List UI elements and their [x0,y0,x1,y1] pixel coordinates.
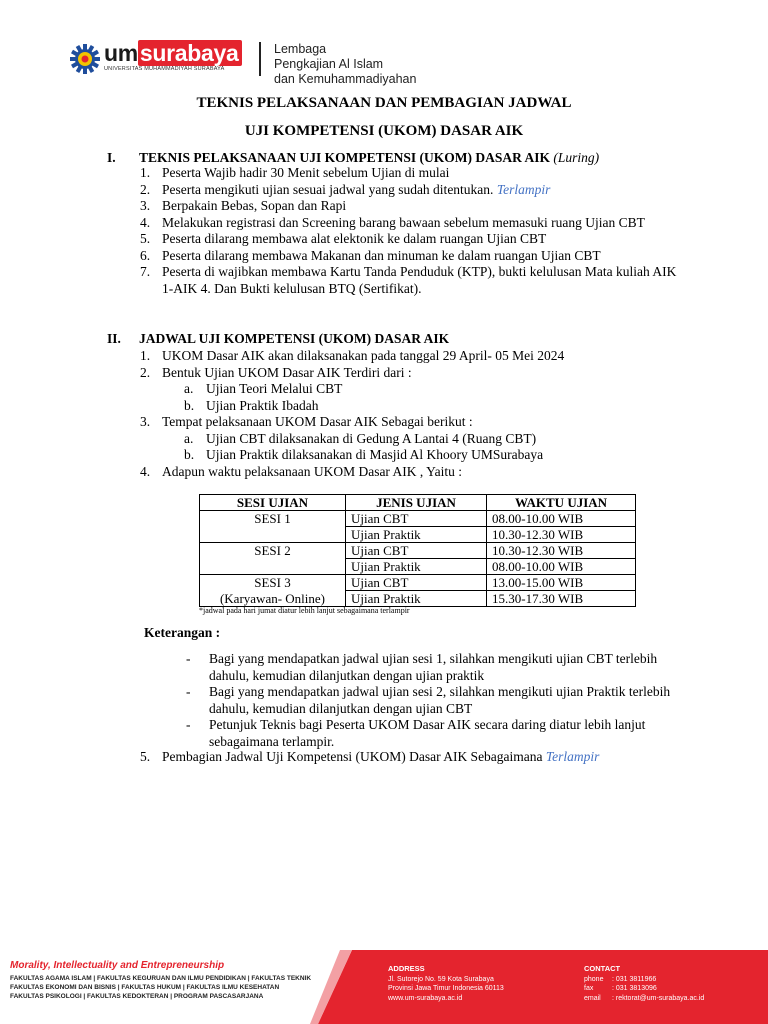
contact-email[interactable]: email : rektorat@um-surabaya.ac.id [584,994,705,1002]
document-title: TEKNIS PELAKSANAAN DAN PEMBAGIAN JADWAL [196,95,572,111]
list-item: 7. Peserta di wajibkan membawa Kartu Tanda Penduduk (KTP), bukti kelulusan Mata kuliah AIK 1-AIK 4. Dan Bukti kelulusan BTQ (Sertifikat). [140,264,677,296]
column-header: WAKTU UJIAN [487,495,636,511]
table-cell: Ujian Praktik [346,591,487,607]
list-item: 1. Peserta Wajib hadir 30 Menit sebelum Ujian di mulai [140,165,450,180]
list-item: 5. Peserta dilarang membawa alat elektonik ke dalam ruangan Ujian CBT [140,231,547,246]
university-emblem-icon [70,44,100,74]
sub-item: a. Ujian CBT dilaksanakan di Gedung A Lantai 4 (Ruang CBT) [184,430,537,446]
sub-item: a. Ujian Teori Melalui CBT [184,381,343,396]
website-link[interactable]: www.um-surabaya.ac.id [388,994,463,1002]
list-item: 3. Tempat pelaksanaan UKOM Dasar AIK Sebagai berikut : a. Ujian CBT dilaksanakan di Gedung A Lantai 4 (Ruang CBT) b. Ujian Praktik dilaksanakan di Masjid Al Khoory UMSurabaya [140,414,680,464]
table-row [200,591,636,607]
list-item: - Bagi yang mendapatkan jadwal ujian sesi 2, silahkan mengikuti ujian Praktik terlebih dahulu, kemudian dilanjutkan dengan ujian CBT [186,684,671,716]
table-row [200,527,636,543]
column-header: SESI UJIAN [200,495,346,511]
address-label: ADDRESS [388,964,425,973]
table-row [200,511,636,527]
footer-address [388,964,504,1003]
brand-subtitle: UNIVERSITAS MUHAMMADIYAH SURABAYA [104,66,225,72]
contact-fax: fax : 031 3813096 [584,985,657,992]
contact-label: CONTACT [584,964,621,973]
faculty-line: FAKULTAS PSIKOLOGI | FAKULTAS KEDOKTERAN | PROGRAM PASCASARJANA [10,993,264,1000]
footer-left [10,960,330,1001]
institution-line: Lembaga [274,42,327,56]
contact-phone: phone : 031 3811966 [584,975,657,983]
brand-surabaya: surabaya [138,40,242,66]
faculty-line: FAKULTAS AGAMA ISLAM | FAKULTAS KEGURUAN DAN ILMU PENDIDIKAN | FAKULTAS TEKNIK [10,975,312,982]
page-footer [0,950,768,1024]
table-cell: Ujian CBT [346,575,487,591]
address-line: Jl. Sutorejo No. 59 Kota Surabaya [388,975,494,983]
list-item: 4. Melakukan registrasi dan Screening barang bawaan sebelum memasuki ruang Ujian CBT [140,214,645,230]
section-2-list [140,348,680,480]
table-row [200,559,636,575]
address-line: Provinsi Jawa Timur Indonesia 60113 [388,985,504,992]
list-item: 2. Peserta mengikuti ujian sesuai jadwal yang sudah ditentukan. Terlampir [140,181,551,197]
table-cell: 08.00-10.00 WIB [487,511,636,527]
section-title: TEKNIS PELAKSANAAN UJI KOMPETENSI (UKOM) DASAR AIK [139,150,551,165]
brand-um: um [104,40,138,66]
list-item: - Petunjuk Teknis bagi Peserta UKOM Dasar AIK secara daring diatur lebih lanjut sebagaimana terlampir. [186,717,646,749]
list-item: - Bagi yang mendapatkan jadwal ujian sesi 1, silahkan mengikuti ujian CBT terlebih dahulu, kemudian dilanjutkan dengan ujian praktik [186,651,658,683]
table-header-row [200,495,636,511]
table-cell: 08.00-10.00 WIB [487,559,636,575]
terlampir-link[interactable]: Terlampir [545,749,600,764]
table-row [200,575,636,591]
footer-contact [584,964,704,1003]
section-note: (Luring) [553,150,600,165]
list-item: 4. Adapun waktu pelaksanaan UKOM Dasar AIK , Yaitu : [140,463,462,479]
section-number: I. [107,150,116,165]
table-cell: Ujian CBT [346,511,487,527]
faculty-line: FAKULTAS EKONOMI DAN BISNIS | FAKULTAS HUKUM | FAKULTAS ILMU KESEHATAN [10,984,280,991]
university-logo [104,41,242,72]
list-item: 1. UKOM Dasar AIK akan dilaksanakan pada tanggal 29 April- 05 Mei 2024 [140,348,565,363]
table-cell: 10.30-12.30 WIB [487,543,636,559]
footer-faculties [10,974,330,1001]
table-cell: 13.00-15.00 WIB [487,575,636,591]
table-cell: Ujian CBT [346,543,487,559]
schedule-table [199,494,636,607]
table-cell: SESI 3 [200,575,346,591]
sub-list [184,431,680,464]
document-subtitle: UJI KOMPETENSI (UKOM) DASAR AIK [244,123,524,139]
keterangan-list [183,651,683,750]
section-number: II. [107,331,121,346]
list-item: 2. Bentuk Ujian UKOM Dasar AIK Terdiri dari : a. Ujian Teori Melalui CBT b. Ujian Praktik Ibadah [140,365,680,415]
sub-item: b. Ujian Praktik dilaksanakan di Masjid Al Khoory UMSurabaya [184,447,544,462]
section-2-list-continued [140,749,700,766]
table-cell: 15.30-17.30 WIB [487,591,636,607]
institution-line: Pengkajian Al Islam [274,57,384,71]
table-cell: Ujian Praktik [346,527,487,543]
column-header: JENIS UJIAN [346,495,487,511]
keterangan-heading: Keterangan : [144,625,221,640]
institution-name [274,42,416,87]
list-item: 5. Pembagian Jadwal Uji Kompetensi (UKOM) Dasar AIK Sebagaimana Terlampir [140,749,600,764]
section-1-list [140,165,680,297]
list-item: 3. Berpakain Bebas, Sopan dan Rapi [140,198,347,213]
header-divider [259,42,261,76]
table-footnote: *jadwal pada hari jumat diatur lebih lanjut sebagaimana terlampir [199,606,410,615]
section-title: JADWAL UJI KOMPETENSI (UKOM) DASAR AIK [139,331,450,346]
table-cell [200,527,346,543]
table-cell: (Karyawan- Online) [200,591,346,607]
terlampir-link[interactable]: Terlampir [496,181,551,197]
table-cell: Ujian Praktik [346,559,487,575]
table-cell: 10.30-12.30 WIB [487,527,636,543]
institution-line: dan Kemuhammadiyahan [274,72,417,86]
sub-item: b. Ujian Praktik Ibadah [184,397,319,413]
table-cell [200,559,346,575]
sub-list [184,381,680,414]
table-row [200,543,636,559]
table-cell: SESI 1 [200,511,346,527]
list-item: 6. Peserta dilarang membawa Makanan dan minuman ke dalam ruangan Ujian CBT [140,247,601,263]
footer-tagline: Morality, Intellectuality and Entrepreneurship [10,960,225,971]
table-cell: SESI 2 [200,543,346,559]
